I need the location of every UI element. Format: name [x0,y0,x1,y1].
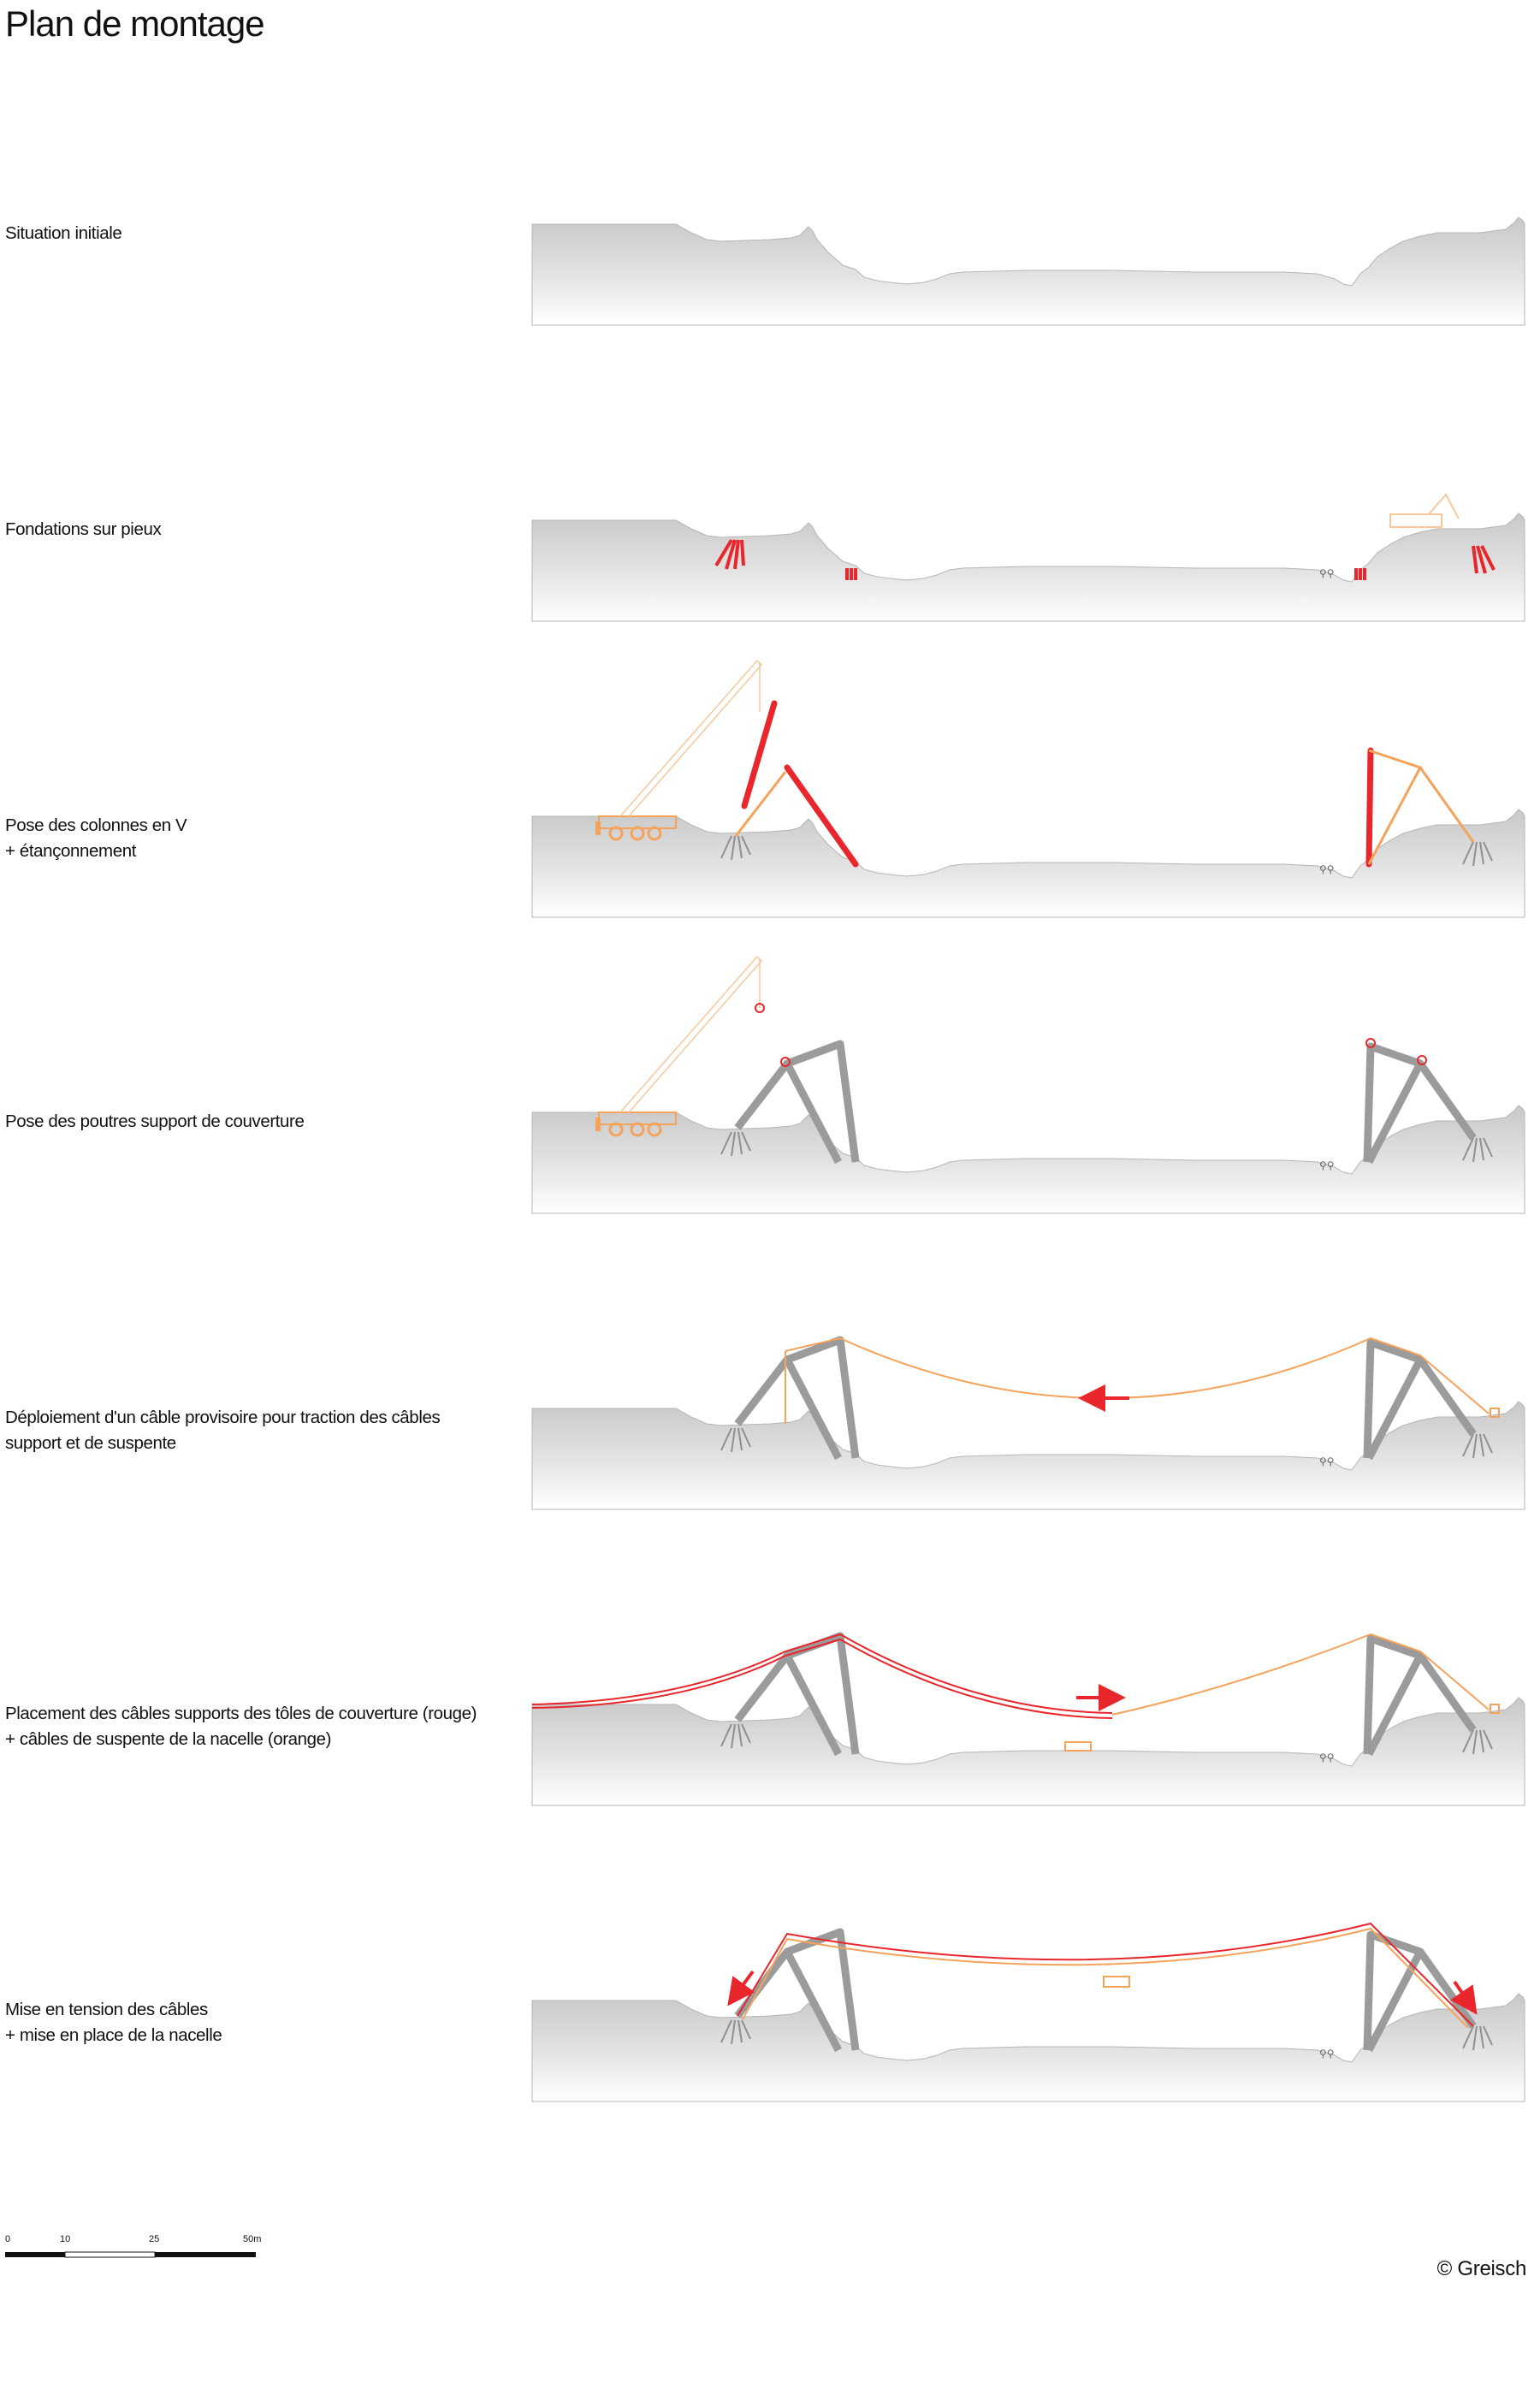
section-drawing [0,296,1540,638]
section-drawing [0,1184,1540,1526]
stage-fondations [0,296,1540,592]
stage-poutres [0,888,1540,1184]
stage-mise-en-tension [0,1776,1540,2072]
scale-tick: 0 [5,2234,11,2244]
copyright-credit: © Greisch [1436,2257,1526,2280]
section-drawing [0,1480,1540,1823]
scale-tick: 50m [243,2234,262,2244]
section-drawing [0,592,1540,934]
stage-label: Pose des colonnes en V + étançonnement [5,815,187,861]
scale-bar [5,2232,270,2266]
stage-label: Placement des câbles supports des tôles de couverture (rouge) + câbles de suspente de la nacelle (orange) [5,1704,477,1749]
stage-situation-initiale [0,0,1540,296]
scale-tick: 10 [60,2234,71,2244]
drilling-rig [1390,495,1459,527]
stage-cables-supports [0,1480,1540,1776]
section-drawing [0,1776,1540,2119]
stage-label: Pose des poutres support de couverture [5,1111,305,1131]
page-title: Plan de montage [5,3,264,44]
scale-tick: 25 [149,2234,160,2244]
section-drawing [0,0,1540,342]
v-columns-red [744,703,1371,864]
stage-colonnes-v [0,592,1540,888]
stage-cable-provisoire [0,1184,1540,1480]
stage-label: Mise en tension des câbles + mise en place de la nacelle [5,2000,222,2045]
section-drawing [0,888,1540,1230]
gondola [1104,1977,1129,1987]
stage-label: Fondations sur pieux [5,519,162,539]
stage-label: Déploiement d'un câble provisoire pour traction des câbles support et de suspente [5,1408,441,1453]
stage-label: Situation initiale [5,223,122,243]
